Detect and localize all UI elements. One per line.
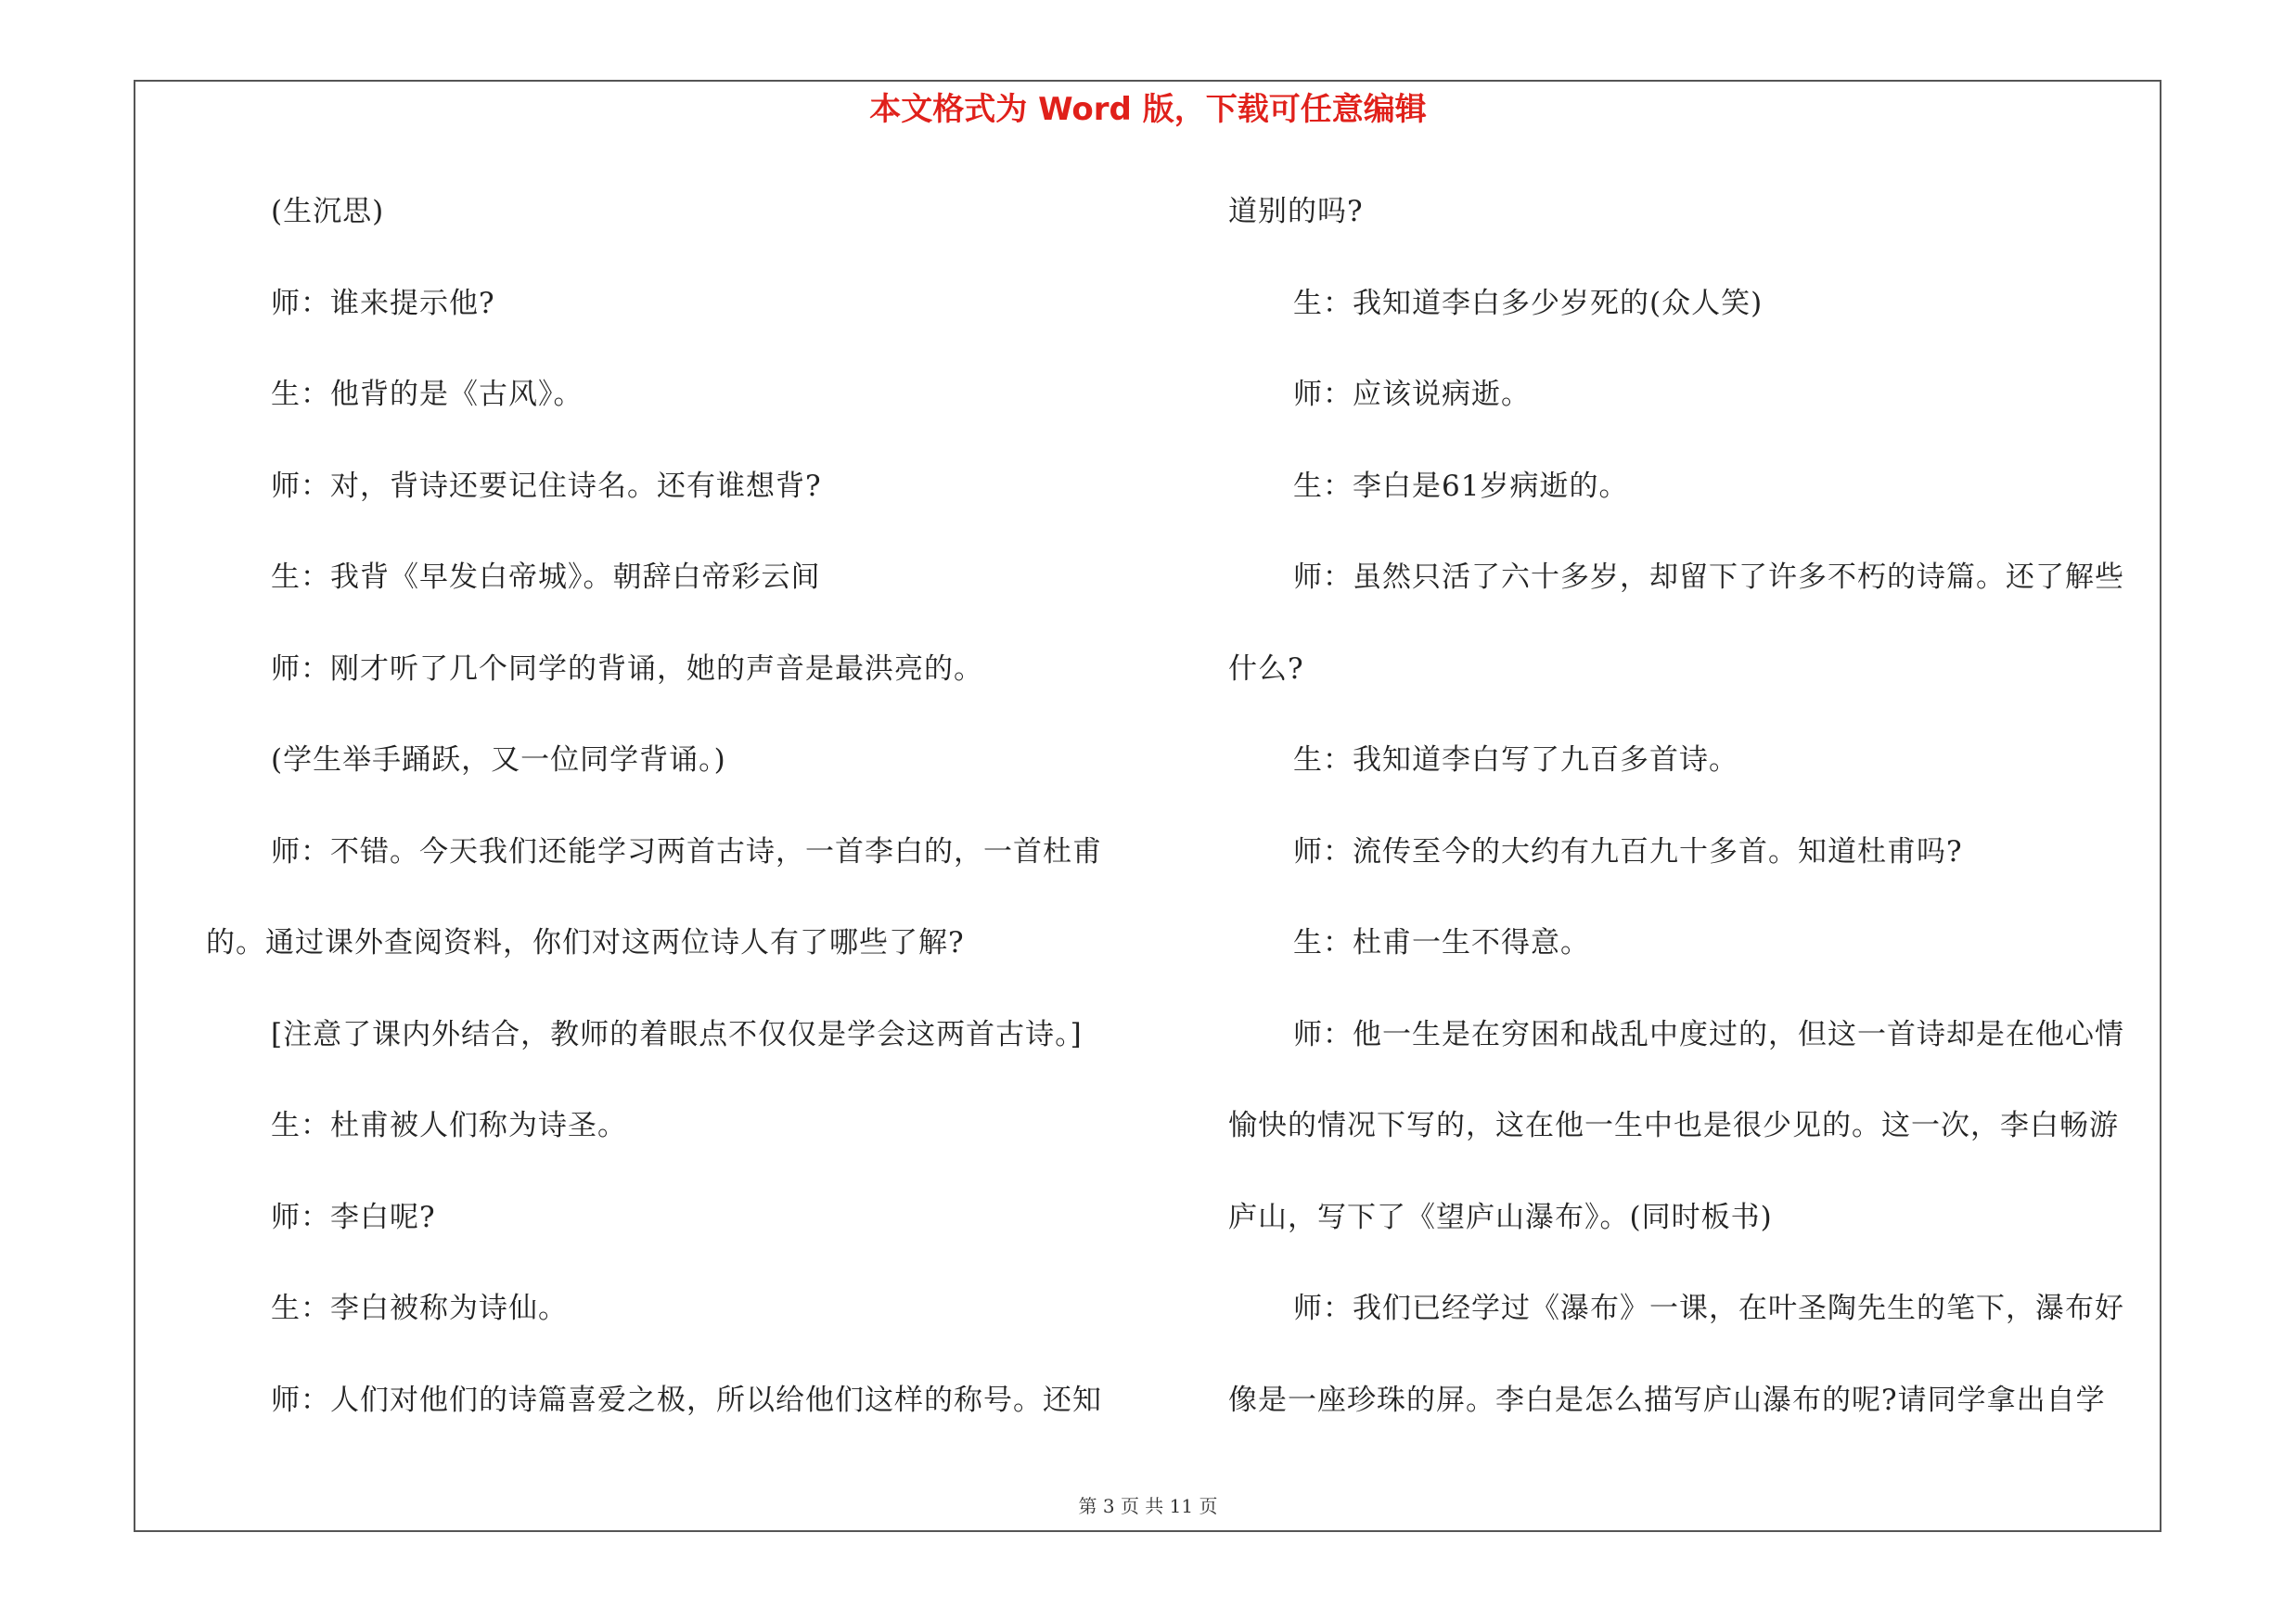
format-banner: 本文格式为 Word 版，下载可任意编辑 [869,91,1427,128]
text-line: 生：李白被称为诗仙。 [271,1292,568,1325]
text-line: 师：对，背诗还要记住诗名。还有谁想背? [271,469,822,503]
text-line: 师：人们对他们的诗篇喜爱之极，所以给他们这样的称号。还知 [271,1383,1102,1417]
text-line: 什么? [1228,651,1304,686]
text-line: 师：应该说病逝。 [1293,378,1531,411]
text-line: 生：他背的是《古风》。 [271,378,584,411]
text-line: 师：流传至今的大约有九百九十多首。知道杜甫吗? [1293,834,1963,869]
text-line: 道别的吗? [1228,195,1364,228]
text-line: 师：虽然只活了六十多岁，却留下了许多不朽的诗篇。还了解些 [1293,560,2124,594]
text-line: 生：我知道李白多少岁死的(众人笑) [1293,286,1764,320]
text-line: 生：杜甫一生不得意。 [1293,926,1590,960]
text-line: 生：我背《早发白帝城》。朝辞白帝彩云间 [271,560,821,594]
text-line: 师：谁来提示他? [271,286,495,320]
text-line: (生沉思) [271,195,385,228]
text-line: 生：杜甫被人们称为诗圣。 [271,1109,627,1142]
text-line: 庐山，写下了《望庐山瀑布》。(同时板书) [1228,1200,1773,1234]
text-line: 师：他一生是在穷困和战乱中度过的，但这一首诗却是在他心情 [1293,1017,2124,1051]
left-text-column [206,182,1124,1462]
text-line: (学生举手踊跃，又一位同学背诵。) [271,743,726,777]
text-line: 师：我们已经学过《瀑布》一课，在叶圣陶先生的笔下，瀑布好 [1293,1292,2124,1325]
text-line: 生：我知道李白写了九百多首诗。 [1293,743,1738,777]
text-line: 师：不错。今天我们还能学习两首古诗，一首李白的，一首杜甫 [271,834,1102,869]
text-line: 愉快的情况下写的，这在他一生中也是很少见的。这一次，李白畅游 [1228,1109,2119,1142]
text-line: 的。通过课外查阅资料，你们对这两位诗人有了哪些了解? [206,926,965,960]
text-line: [注意了课内外结合，教师的着眼点不仅仅是学会这两首古诗。] [271,1017,1083,1051]
text-line: 师：刚才听了几个同学的背诵，她的声音是最洪亮的。 [271,651,983,686]
page-number-footer: 第 3 页 共 11 页 [1078,1495,1218,1517]
text-line: 师：李白呢? [271,1200,436,1234]
text-line: 像是一座珍珠的屏。李白是怎么描写庐山瀑布的呢?请同学拿出自学 [1228,1383,2106,1417]
text-line: 生：李白是61岁病逝的。 [1293,469,1629,503]
right-text-column [1228,182,2151,1462]
